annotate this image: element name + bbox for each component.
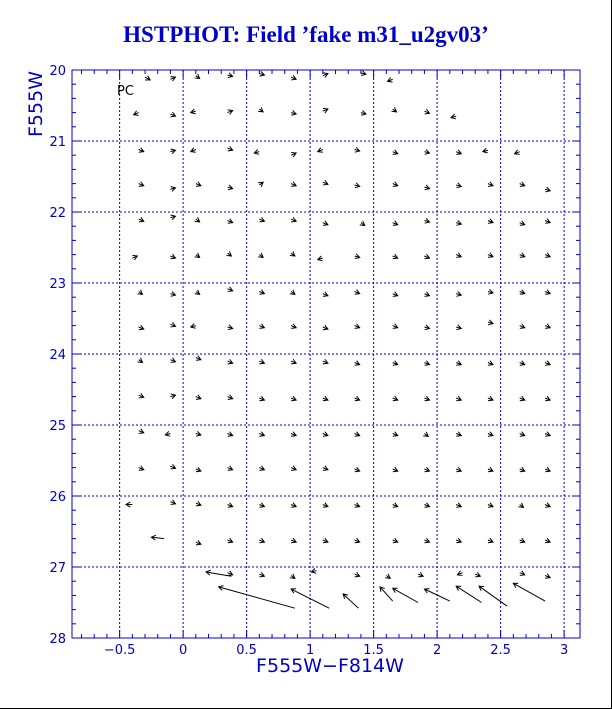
vector-arrow: [488, 219, 493, 224]
vector-arrow: [483, 148, 488, 153]
vector-arrow: [456, 538, 461, 543]
vector-arrow: [545, 503, 550, 508]
vector-arrow: [291, 432, 296, 437]
vector-arrow: [393, 467, 398, 472]
vector-arrow: [393, 221, 398, 226]
vector-arrow: [259, 71, 264, 76]
vector-arrow: [170, 358, 175, 363]
vector-arrow: [139, 393, 144, 398]
vector-arrow: [228, 325, 233, 330]
vector-arrow: [424, 185, 429, 190]
vector-arrow: [170, 149, 175, 154]
grid-lines: [72, 70, 580, 638]
vector-arrow: [254, 149, 259, 154]
vector-arrow: [196, 501, 201, 506]
vector-arrow: [259, 466, 264, 471]
vector-arrow: [424, 292, 429, 297]
vector-arrow: [290, 574, 295, 579]
x-tick-label: −0.5: [103, 643, 136, 658]
vector-arrow: [456, 291, 461, 296]
vector-arrow: [323, 325, 328, 330]
x-tick-label: 2: [432, 643, 442, 658]
vector-arrow: [228, 110, 233, 115]
vector-arrow: [228, 185, 233, 190]
x-axis-label: F555W−F814W: [256, 655, 404, 677]
vector-arrow: [134, 111, 139, 116]
vector-arrow: [488, 432, 493, 437]
vector-arrow: [228, 287, 233, 292]
vector-arrow: [361, 71, 366, 76]
vector-arrow: [228, 146, 233, 151]
vector-arrow: [520, 571, 525, 576]
vector-arrow: [151, 535, 164, 540]
vector-arrow: [139, 182, 144, 187]
vector-arrow: [228, 466, 233, 471]
x-tick-label: 2.5: [490, 643, 511, 658]
vector-arrow: [545, 253, 550, 258]
vector-arrow: [475, 572, 480, 577]
vector-arrow: [170, 394, 175, 399]
vector-arrow: [488, 467, 493, 472]
vector-arrow: [291, 396, 296, 401]
vector-arrow: [323, 292, 328, 297]
vector-arrow: [513, 583, 545, 601]
vector-arrow: [290, 251, 295, 256]
vector-arrow: [191, 148, 196, 153]
vector-arrow: [259, 538, 264, 543]
vector-arrow: [360, 221, 365, 226]
vector-arrow: [291, 152, 296, 157]
vector-arrow: [323, 466, 328, 471]
detector-label: PC: [117, 84, 134, 99]
vector-arrow: [424, 109, 429, 114]
vector-arrow: [170, 76, 175, 81]
vector-arrow: [195, 253, 200, 258]
vector-arrow: [424, 467, 429, 472]
vector-arrow: [393, 254, 398, 259]
vector-arrow: [385, 574, 390, 579]
vector-arrow: [259, 396, 264, 401]
vector-arrow: [545, 396, 550, 401]
chart-title: HSTPHOT: Field ’fake m31_u2gv03’: [123, 22, 489, 47]
vector-arrow: [311, 568, 316, 573]
vector-arrow: [545, 432, 550, 437]
vector-arrow: [393, 150, 398, 155]
vector-arrow: [520, 221, 525, 226]
vector-arrow: [424, 149, 429, 154]
vector-arrow: [545, 219, 550, 224]
vector-arrow: [228, 571, 233, 576]
vector-arrow: [291, 538, 296, 543]
y-tick-label: 23: [49, 277, 66, 292]
vector-arrow: [520, 538, 525, 543]
vector-arrow: [355, 290, 360, 295]
vector-arrow: [361, 110, 366, 115]
vector-arrow: [355, 183, 360, 188]
vector-arrow: [228, 503, 233, 508]
vector-arrow: [259, 503, 264, 508]
x-tick-label: 0: [178, 643, 188, 658]
vector-arrow: [291, 324, 296, 329]
vector-arrow: [520, 467, 525, 472]
vector-arrow: [323, 396, 328, 401]
vector-arrow: [355, 324, 360, 329]
vector-arrow: [424, 218, 429, 223]
vector-arrow: [323, 73, 328, 78]
vector-arrow: [355, 147, 360, 152]
vector-arrow: [424, 361, 429, 366]
vector-arrow: [355, 361, 360, 366]
vector-arrow: [355, 503, 360, 508]
vector-arrow: [393, 182, 398, 187]
y-tick-label: 28: [49, 632, 66, 647]
y-tick-label: 25: [49, 419, 66, 434]
vector-arrow: [132, 255, 137, 260]
y-axis-label: F555W: [25, 71, 47, 137]
vector-arrow: [520, 182, 525, 187]
vector-arrow: [291, 466, 296, 471]
vector-arrow: [165, 431, 170, 436]
vector-arrow: [191, 323, 196, 328]
vector-arrow: [228, 359, 233, 364]
vector-arrow: [545, 467, 550, 472]
y-tick-label: 27: [49, 561, 66, 576]
vector-arrow: [228, 538, 233, 543]
vector-arrow: [393, 432, 398, 437]
vector-arrow: [226, 251, 231, 256]
vector-arrow: [323, 538, 328, 543]
vector-arrow: [457, 571, 462, 576]
vector-arrow: [291, 110, 296, 115]
vector-arrow: [456, 586, 481, 602]
vector-arrow: [355, 467, 360, 472]
vector-arrow: [451, 114, 456, 119]
vector-arrow: [545, 324, 550, 329]
vector-arrow: [424, 254, 429, 259]
vector-arrow: [355, 396, 360, 401]
vector-arrow: [291, 217, 296, 222]
vector-arrow: [488, 538, 493, 543]
vector-arrows: [126, 71, 550, 608]
vector-arrow: [343, 594, 358, 608]
vector-arrow: [138, 358, 143, 363]
vector-arrow: [258, 253, 263, 258]
vector-arrow: [170, 112, 175, 117]
vector-arrow: [388, 77, 393, 82]
vector-arrow: [488, 182, 493, 187]
vector-arrow: [488, 320, 493, 325]
vector-arrow: [139, 325, 144, 330]
y-tick-label: 22: [49, 206, 66, 221]
vector-arrow: [195, 217, 200, 222]
x-tick-label: 0.5: [236, 643, 257, 658]
vector-arrow: [520, 432, 525, 437]
vector-arrow: [393, 538, 398, 543]
vector-arrow: [170, 464, 175, 469]
vector-arrow: [424, 325, 429, 330]
vector-arrow: [258, 182, 263, 187]
vector-arrow: [456, 396, 461, 401]
vector-arrow: [228, 395, 233, 400]
y-tick-label: 26: [49, 490, 66, 505]
vector-arrow: [520, 290, 525, 295]
vector-arrow: [139, 217, 144, 222]
vector-arrow: [418, 572, 423, 577]
vector-arrow: [323, 359, 328, 364]
vector-arrow: [196, 540, 201, 545]
vector-arrow: [291, 75, 296, 80]
vector-arrow: [355, 572, 360, 577]
vector-arrow: [195, 290, 200, 295]
vector-arrow: [456, 361, 461, 366]
vector-arrow: [196, 356, 201, 361]
vector-arrow: [456, 503, 461, 508]
vector-arrow: [323, 108, 328, 113]
vector-arrow: [488, 361, 493, 366]
vector-arrow: [139, 148, 144, 153]
vector-arrow: [323, 432, 328, 437]
vector-arrow: [145, 76, 150, 80]
vector-arrow: [170, 254, 175, 259]
vector-arrow: [520, 253, 525, 258]
y-tick-label: 20: [49, 64, 66, 79]
y-tick-label: 24: [49, 348, 66, 363]
vector-arrow: [456, 183, 461, 188]
vector-arrow: [393, 396, 398, 401]
vector-arrow: [259, 324, 264, 329]
vector-arrow: [393, 292, 398, 297]
vector-arrow: [479, 586, 507, 606]
vector-arrow: [456, 432, 461, 437]
vector-arrow: [228, 432, 233, 437]
vector-arrow: [291, 359, 296, 364]
vector-arrow: [355, 254, 360, 259]
vector-arrow: [393, 588, 418, 602]
vector-arrow: [219, 586, 295, 609]
vector-arrow: [393, 361, 398, 366]
vector-arrow: [456, 325, 461, 330]
vector-arrow: [318, 256, 323, 261]
vector-arrow: [259, 572, 264, 577]
vector-arrow: [424, 538, 429, 543]
vector-arrow: [545, 574, 550, 579]
vector-arrow: [545, 361, 550, 366]
vector-arrow: [191, 109, 196, 114]
vector-arrow: [228, 219, 233, 224]
vector-arrow: [138, 290, 143, 295]
vector-arrow: [488, 503, 493, 508]
vector-arrow: [488, 289, 493, 294]
vector-arrow: [206, 570, 231, 576]
vector-arrow: [170, 187, 175, 192]
vector-arrow: [170, 322, 175, 327]
vector-arrow: [393, 324, 398, 329]
vector-arrow: [456, 467, 461, 472]
vector-arrow: [424, 503, 429, 508]
vector-arrow: [520, 324, 525, 329]
vector-arrow: [290, 290, 295, 295]
vector-arrow: [545, 538, 550, 543]
vector-arrow: [545, 290, 550, 295]
vector-arrow: [196, 395, 201, 400]
vector-arrow: [423, 432, 428, 437]
vector-arrow: [355, 432, 360, 437]
x-tick-label: 1: [305, 643, 315, 658]
vector-arrow: [258, 107, 263, 112]
vector-arrow: [488, 253, 493, 258]
vector-arrow: [139, 429, 144, 434]
vector-arrow: [392, 107, 397, 112]
vector-arrow: [139, 466, 144, 471]
x-tick-label: 3: [559, 643, 569, 658]
x-tick-label: 1.5: [363, 643, 384, 658]
vector-arrow: [195, 74, 200, 79]
vector-arrow: [170, 500, 175, 505]
vector-arrow: [259, 290, 264, 295]
vector-arrow: [424, 396, 429, 401]
vector-arrow: [393, 503, 398, 508]
vector-arrow: [291, 182, 296, 187]
vector-arrow: [488, 396, 493, 401]
y-tick-label: 21: [49, 135, 66, 150]
vector-arrow: [323, 221, 328, 226]
vector-arrow: [228, 73, 233, 78]
vector-arrow: [170, 215, 175, 220]
vector-arrow: [520, 361, 525, 366]
vector-arrow: [456, 253, 461, 258]
vector-arrow: [318, 148, 323, 153]
vector-arrow: [259, 432, 264, 437]
vector-arrow: [291, 503, 296, 508]
vector-arrow: [170, 291, 175, 296]
vector-arrow: [259, 359, 264, 364]
vector-arrow: [196, 182, 201, 187]
vector-arrow: [456, 220, 461, 225]
vector-arrow: [196, 431, 201, 436]
vector-arrow: [519, 503, 524, 508]
vector-arrow: [196, 467, 201, 472]
vector-arrow: [126, 502, 132, 507]
vector-arrow: [520, 396, 525, 401]
vector-arrow: [323, 180, 328, 185]
vector-arrow: [515, 150, 520, 155]
vector-arrow: [380, 587, 393, 601]
vector-arrow: [355, 538, 360, 543]
vector-arrow: [545, 187, 550, 192]
y-tick-labels: [49, 64, 66, 647]
vector-arrow: [259, 217, 264, 222]
vector-arrow: [456, 150, 461, 155]
vector-arrow: [323, 503, 328, 508]
